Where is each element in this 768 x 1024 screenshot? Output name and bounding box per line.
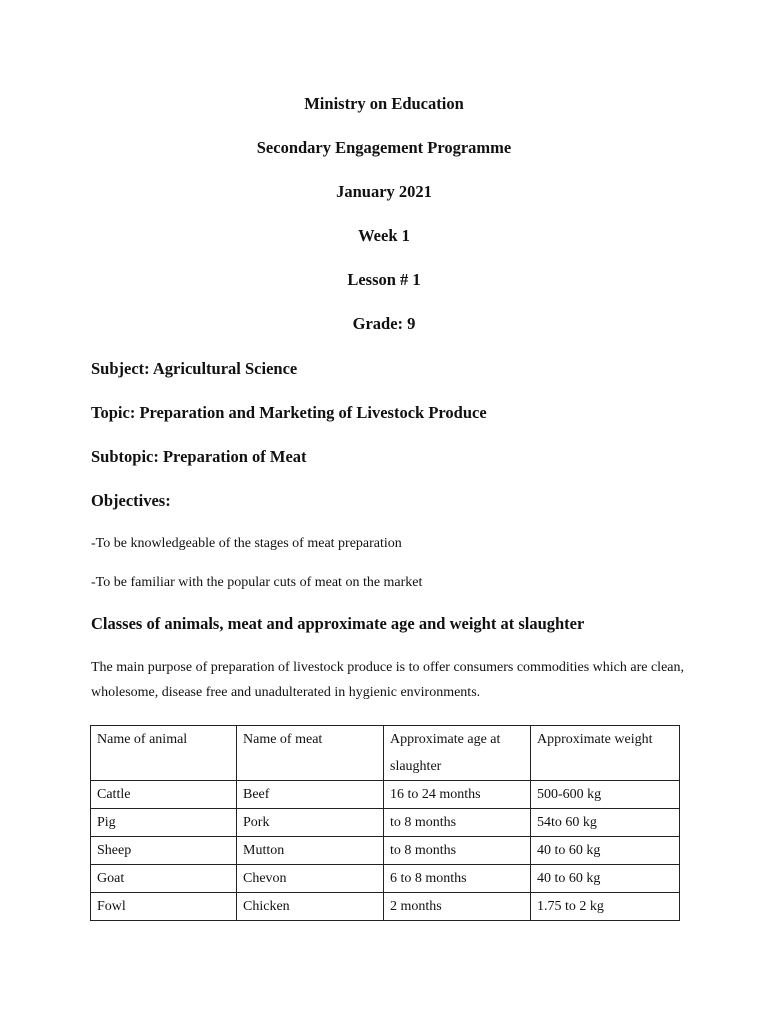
table-cell: 1.75 to 2 kg: [531, 893, 680, 921]
table-row: [91, 809, 680, 837]
table-cell: Chicken: [237, 893, 384, 921]
table-cell: 2 months: [384, 893, 531, 921]
table-cell: 40 to 60 kg: [531, 865, 680, 893]
objectives-heading: Objectives:: [91, 491, 171, 510]
column-header: Name of animal: [91, 726, 237, 781]
table-cell: Mutton: [237, 837, 384, 865]
ministry-title: Ministry on Education: [304, 94, 464, 113]
table-cell: 16 to 24 months: [384, 781, 531, 809]
column-header: Name of meat: [237, 726, 384, 781]
table-cell: to 8 months: [384, 837, 531, 865]
objective-item: -To be knowledgeable of the stages of meat preparation: [91, 536, 402, 551]
livestock-table: [90, 725, 680, 921]
table-cell: Sheep: [91, 837, 237, 865]
table-row: [91, 837, 680, 865]
table-cell: 500-600 kg: [531, 781, 680, 809]
programme-title: Secondary Engagement Programme: [256, 138, 512, 157]
subject-heading: Subject: Agricultural Science: [91, 359, 298, 378]
table-cell: Chevon: [237, 865, 384, 893]
section-heading: Classes of animals, meat and approximate age and weight at slaughter: [91, 614, 585, 633]
objective-item: -To be familiar with the popular cuts of meat on the market: [91, 575, 423, 590]
topic-heading: Topic: Preparation and Marketing of Livestock Produce: [91, 403, 487, 422]
table-cell: 54to 60 kg: [531, 809, 680, 837]
table-cell: Cattle: [91, 781, 237, 809]
column-header: Approximate weight: [531, 726, 680, 781]
table-cell: to 8 months: [384, 809, 531, 837]
table-cell: Fowl: [91, 893, 237, 921]
table-cell: 40 to 60 kg: [531, 837, 680, 865]
intro-paragraph: The main purpose of preparation of livestock produce is to offer consumers commodities which are clean, wholesome, disease free and unadulterated in hygienic environments.: [91, 660, 684, 700]
subtopic-heading: Subtopic: Preparation of Meat: [91, 447, 307, 466]
column-header: Approximate age at slaughter: [384, 726, 531, 781]
grade-line: Grade: 9: [352, 314, 416, 333]
date-line: January 2021: [336, 182, 432, 201]
week-line: Week 1: [358, 226, 410, 245]
table-header-row: [91, 726, 680, 781]
table-cell: Pork: [237, 809, 384, 837]
table-row: [91, 781, 680, 809]
table-row: [91, 893, 680, 921]
table-cell: Goat: [91, 865, 237, 893]
lesson-line: Lesson # 1: [347, 270, 421, 289]
table-cell: Beef: [237, 781, 384, 809]
table-cell: Pig: [91, 809, 237, 837]
table-row: [91, 865, 680, 893]
table-cell: 6 to 8 months: [384, 865, 531, 893]
